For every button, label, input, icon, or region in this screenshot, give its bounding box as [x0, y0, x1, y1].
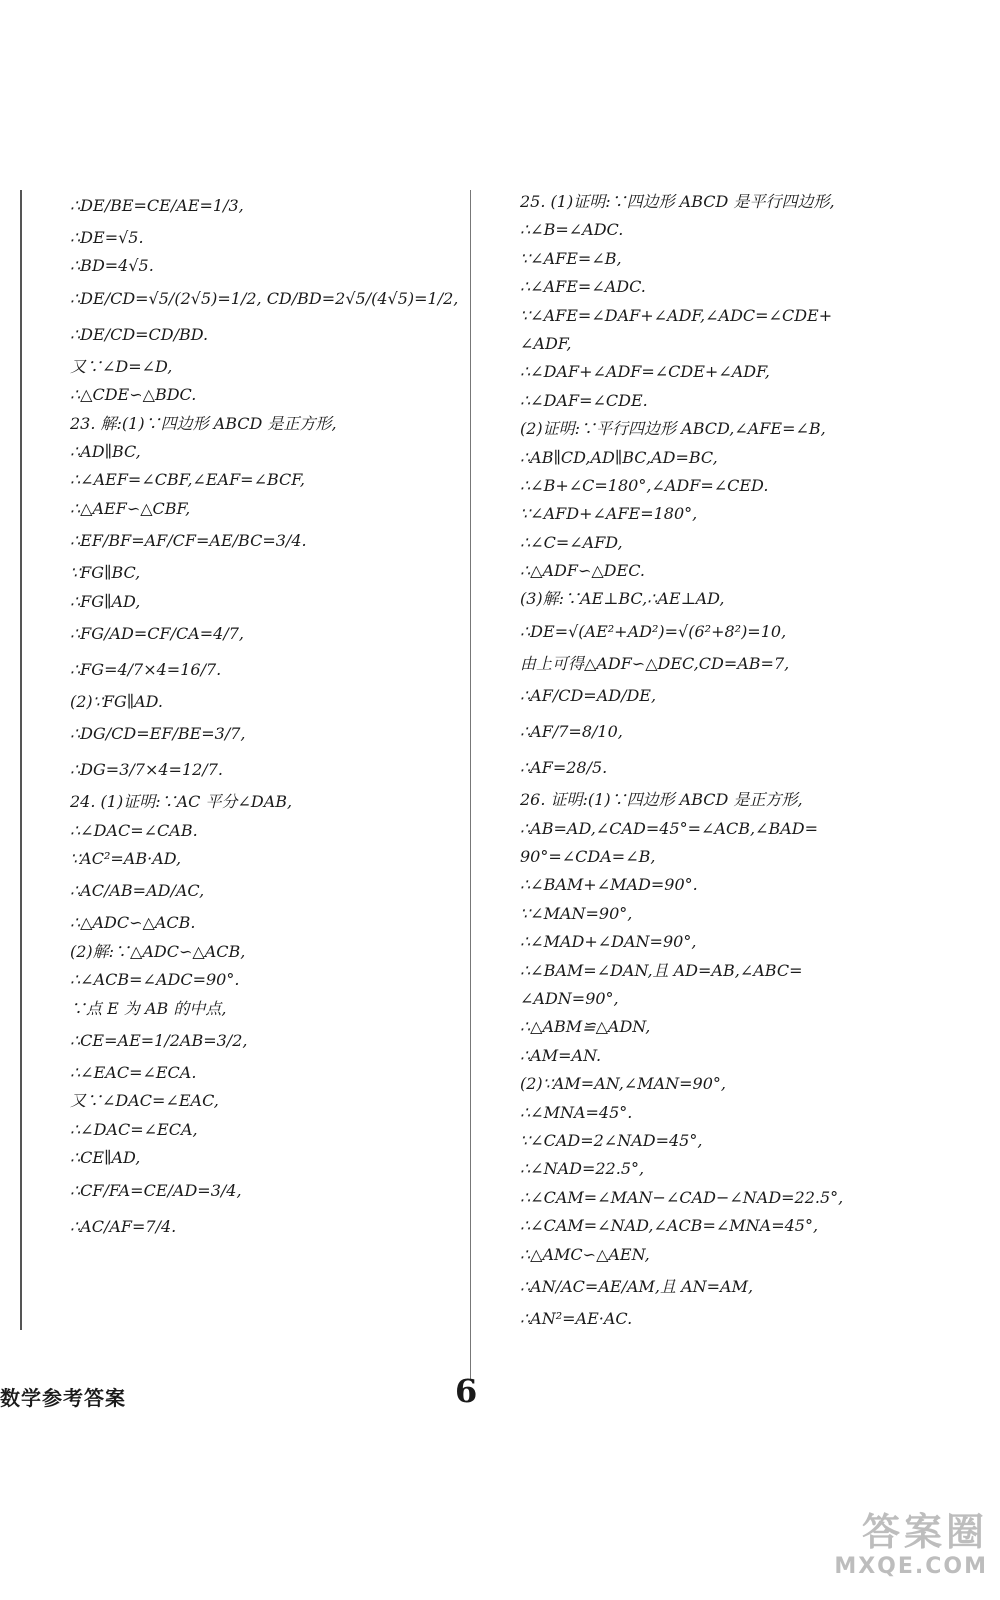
solution-line: 23. 解:(1)∵四边形 ABCD 是正方形,: [70, 413, 337, 433]
solution-line: ∴∠DAC=∠CAB.: [70, 820, 198, 840]
solution-line: (3)解:∵AE⊥BC,∴AE⊥AD,: [520, 589, 725, 609]
solution-line: ∴DE/BE=CE/AE=1/3,: [70, 196, 244, 215]
solution-line: ∴DG=3/7×4=12/7.: [70, 760, 223, 780]
solution-line: ∴∠C=∠AFD,: [520, 532, 623, 552]
solution-line: ∴FG=4/7×4=16/7.: [70, 659, 222, 679]
solution-line: ∴CF/FA=CE/AD=3/4,: [70, 1180, 242, 1200]
solution-line: ∴∠MNA=45°.: [520, 1102, 633, 1122]
solution-line: ∠ADN=90°,: [520, 988, 619, 1008]
solution-line: ∵AC²=AB·AD,: [70, 849, 182, 869]
solution-line: ∴∠DAC=∠ECA,: [70, 1119, 198, 1139]
solution-line: ∴AB∥CD,AD∥BC,AD=BC,: [520, 447, 718, 467]
solution-line: 90°=∠CDA=∠B,: [520, 847, 656, 867]
solution-line: ∴∠ACB=∠ADC=90°.: [70, 970, 240, 990]
solution-line: ∴△CDE∽△BDC.: [70, 385, 197, 405]
solution-line: ∴AF=28/5.: [520, 758, 608, 778]
solution-line: ∴∠DAF=∠CDE.: [520, 390, 648, 410]
solution-line: ∴AN/AC=AE/AM,且 AN=AM,: [520, 1276, 754, 1296]
solution-line: ∴∠DAF+∠ADF=∠CDE+∠ADF,: [520, 362, 770, 382]
watermark-logo: [758, 1510, 988, 1590]
solution-line: ∴DG/CD=EF/BE=3/7,: [70, 724, 246, 744]
solution-line: ∴△AEF∽△CBF,: [70, 498, 191, 518]
solution-line: ∵∠AFE=∠DAF+∠ADF,∠ADC=∠CDE+: [520, 305, 833, 325]
solution-line: ∵∠CAD=2∠NAD=45°,: [520, 1130, 703, 1150]
solution-line: ∴FG/AD=CF/CA=4/7,: [70, 623, 245, 643]
solution-line: ∴DE=√(AE²+AD²)=√(6²+8²)=10,: [520, 621, 787, 641]
left-column: [70, 188, 460, 1245]
solution-line: (2)∵AM=AN,∠MAN=90°,: [520, 1074, 726, 1094]
solution-line: ∴AN²=AE·AC.: [520, 1308, 633, 1328]
solution-line: 又∵∠D=∠D,: [70, 356, 173, 376]
solution-line: ∴DE/CD=CD/BD.: [70, 324, 209, 344]
solution-line: ∵∠AFE=∠B,: [520, 248, 622, 268]
solution-line: ∴△ABM≌△ADN,: [520, 1017, 651, 1037]
right-column: [520, 188, 900, 1333]
solution-line: ∵点 E 为 AB 的中点,: [70, 998, 227, 1018]
solution-line: ∴∠BAM+∠MAD=90°.: [520, 875, 698, 895]
solution-line: 24. (1)证明:∵AC 平分∠DAB,: [70, 792, 293, 812]
solution-line: (2)证明:∵平行四边形 ABCD,∠AFE=∠B,: [520, 419, 826, 439]
solution-line: ∠ADF,: [520, 333, 572, 353]
solution-line: 25. (1)证明:∵四边形 ABCD 是平行四边形,: [520, 192, 835, 211]
solution-line: ∴AD∥BC,: [70, 441, 141, 461]
solution-line: ∴∠NAD=22.5°,: [520, 1159, 645, 1179]
solution-line: ∴∠AEF=∠CBF,∠EAF=∠BCF,: [70, 470, 305, 490]
solution-line: ∴AC/AF=7/4.: [70, 1216, 177, 1236]
solution-line: ∴∠BAM=∠DAN,且 AD=AB,∠ABC=: [520, 960, 803, 980]
solution-line: ∴△ADC∽△ACB.: [70, 913, 196, 933]
solution-line: ∴AC/AB=AD/AC,: [70, 881, 205, 901]
solution-line: ∴CE=AE=1/2AB=3/2,: [70, 1031, 248, 1051]
solution-line: ∴∠CAM=∠NAD,∠ACB=∠MNA=45°,: [520, 1216, 819, 1236]
solution-line: ∴∠AFE=∠ADC.: [520, 277, 646, 297]
solution-line: ∴EF/BF=AF/CF=AE/BC=3/4.: [70, 531, 307, 551]
solution-line: ∴∠B+∠C=180°,∠ADF=∠CED.: [520, 475, 769, 495]
solution-line: ∴DE=√5.: [70, 228, 144, 247]
solution-line: ∴∠EAC=∠ECA.: [70, 1063, 197, 1083]
watermark-top-text: 答案圈: [861, 1510, 988, 1554]
solution-line: ∴AF/7=8/10,: [520, 722, 623, 742]
footer-label: 数学参考答案: [0, 1386, 126, 1410]
solution-line: ∴△AMC∽△AEN,: [520, 1244, 650, 1264]
left-margin-rule: [20, 190, 22, 1330]
solution-line: ∴∠MAD+∠DAN=90°,: [520, 932, 697, 952]
solution-line: ∵∠AFD+∠AFE=180°,: [520, 504, 698, 524]
solution-line: ∴BD=4√5.: [70, 256, 154, 276]
solution-line: ∴FG∥AD,: [70, 591, 141, 611]
solution-line: ∴AM=AN.: [520, 1045, 602, 1065]
solution-line: 由上可得△ADF∽△DEC,CD=AB=7,: [520, 653, 790, 673]
page-number: 6: [455, 1372, 478, 1410]
solution-line: ∵∠MAN=90°,: [520, 903, 633, 923]
solution-line: ∴△ADF∽△DEC.: [520, 561, 645, 581]
solution-line: ∵FG∥BC,: [70, 563, 141, 583]
solution-line: ∴CE∥AD,: [70, 1148, 141, 1168]
column-divider: [470, 190, 471, 1380]
solution-line: (2)解:∵△ADC∽△ACB,: [70, 941, 246, 961]
solution-line: ∴DE/CD=√5/(2√5)=1/2, CD/BD=2√5/(4√5)=1/2,: [70, 288, 459, 308]
solution-line: 26. 证明:(1)∵四边形 ABCD 是正方形,: [520, 790, 803, 810]
solution-line: 又∵∠DAC=∠EAC,: [70, 1091, 219, 1111]
solution-line: ∴AF/CD=AD/DE,: [520, 686, 657, 706]
solution-line: ∴AB=AD,∠CAD=45°=∠ACB,∠BAD=: [520, 818, 818, 838]
solution-line: ∴∠CAM=∠MAN−∠CAD−∠NAD=22.5°,: [520, 1187, 844, 1207]
watermark-bottom-text: MXQE.COM: [834, 1554, 988, 1579]
solution-line: ∴∠B=∠ADC.: [520, 220, 624, 240]
solution-line: (2)∵FG∥AD.: [70, 691, 164, 711]
